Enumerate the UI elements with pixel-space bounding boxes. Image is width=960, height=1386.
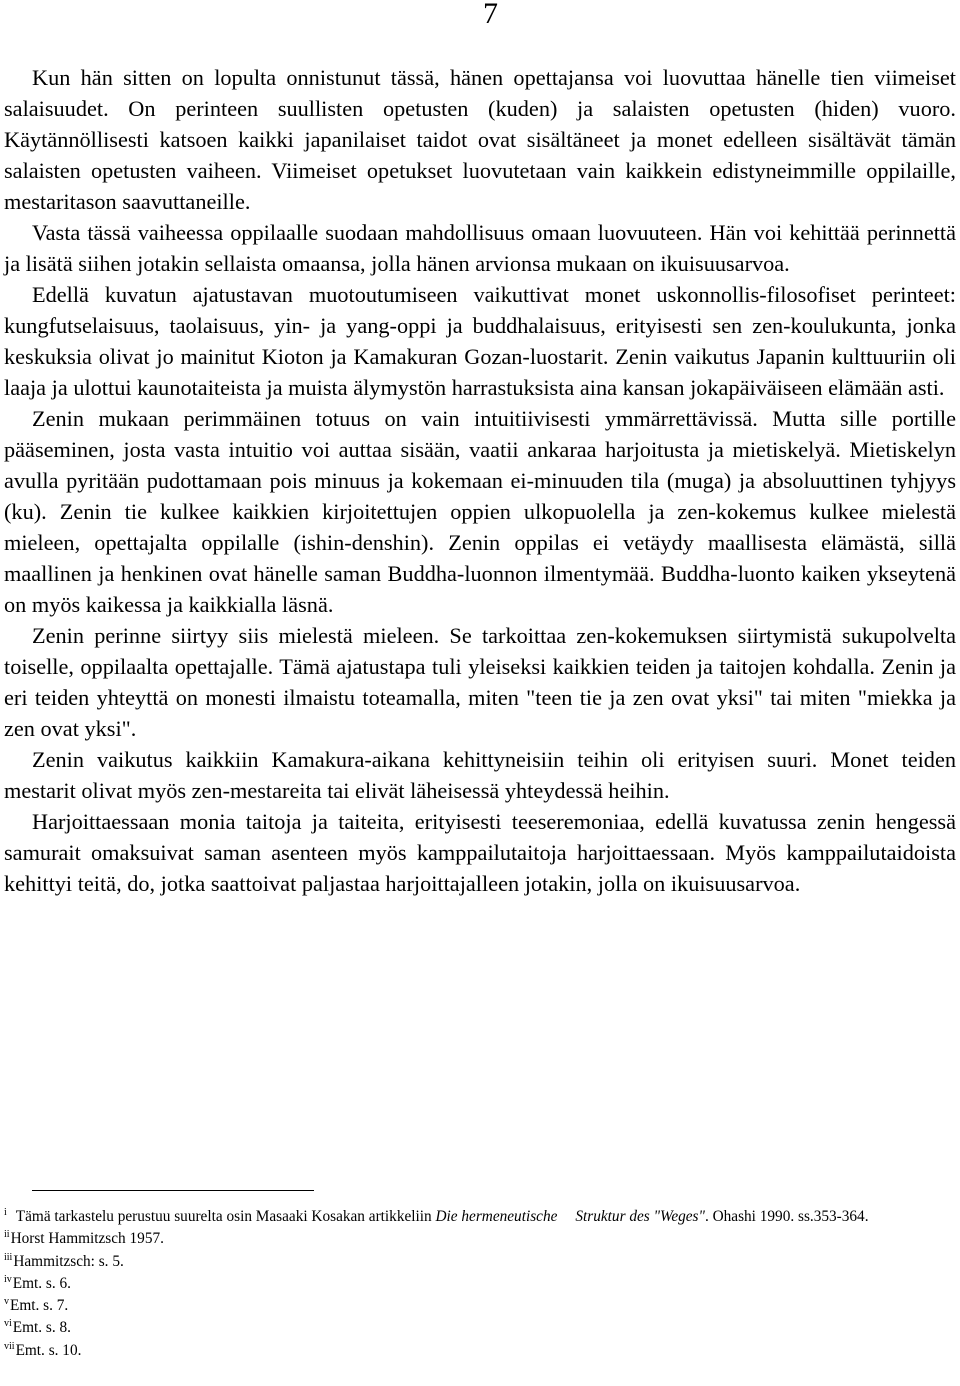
footnote-marker: vii bbox=[4, 1340, 15, 1352]
footnote-item bbox=[4, 1317, 954, 1339]
footnotes bbox=[4, 1206, 954, 1362]
footnote-marker: v bbox=[4, 1296, 9, 1308]
paragraph: Zenin vaikutus kaikkiin Kamakura-aikana kehittyneisiin teihin oli erityisen suuri. Monet teiden mestarit olivat myös zen-mestareita tai elivät läheisessä yhteydessä heihin. bbox=[4, 747, 956, 803]
footnote-text: Horst Hammitzsch 1957. bbox=[10, 1230, 164, 1248]
footnote-text: Hammitzsch: s. 5. bbox=[13, 1252, 124, 1270]
paragraph: Edellä kuvatun ajatustavan muotoutumiseen vaikuttivat monet uskonnollis-filosofiset perinteet: kungfutselaisuus, taolaisuus, yin- ja yang-oppi ja buddhalaisuus, erityisesti sen zen-koulukunta, jonka keskuksia olivat jo mainitut Kioton ja Kamakuran Gozan-luostarit. Zenin vaikutus Japanin kulttuuriin oli laaja ja ulottui kaunotaiteista ja muista älymystön harrastuksista aina kansan jokapäiväiseen elämään asti. bbox=[4, 282, 956, 400]
footnote-divider bbox=[32, 1190, 314, 1191]
body-text bbox=[4, 62, 956, 899]
paragraph: Zenin perinne siirtyy siis mielestä mieleen. Se tarkoittaa zen-kokemuksen siirtymistä sukupolvelta toiselle, oppilaalta opettajalle. Tämä ajatustapa tuli yleiseksi kaikkien teiden ja taitojen kohdalla. Zenin ja eri teiden yhteyttä on monesti ilmaistu toteamalla, miten "teen tie ja zen ovat yksi" tai miten "miekka ja zen ovat yksi". bbox=[4, 623, 956, 741]
footnote-item bbox=[4, 1273, 954, 1295]
footnote-text: . Ohashi 1990. ss.353-364. bbox=[704, 1208, 869, 1225]
footnote-item bbox=[4, 1295, 954, 1317]
paragraph: Kun hän sitten on lopulta onnistunut tässä, hänen opettajansa voi luovuttaa hänelle tien viimeiset salaisuudet. On perinteen suullisten opetusten (kuden) ja salaisten opetusten (hiden) vuoro. Käytännöllisesti katsoen kaikki japanilaiset taidot ovat sisältäneet ja monet edelleen sisältävät tämän salaisten opetusten vaiheen. Viimeiset opetukset luovutetaan vain kaikkein edistyneimmille oppilaille, mestaritason saavuttaneille. bbox=[4, 65, 956, 214]
footnote-marker: ii bbox=[4, 1229, 10, 1241]
paragraph: Vasta tässä vaiheessa oppilaalle suodaan mahdollisuus omaan luovuuteen. Hän voi kehittää perinnettä ja lisätä siihen jotakin sellaista omaansa, jolla hänen arvionsa mukaan on ikuisuusarvoa. bbox=[4, 220, 956, 276]
footnote-marker: vi bbox=[4, 1318, 12, 1330]
footnote-item bbox=[4, 1228, 954, 1250]
footnote-text: Emt. s. 10. bbox=[15, 1341, 82, 1359]
footnote-text: Emt. s. 7. bbox=[10, 1297, 69, 1315]
paragraph: Zenin mukaan perimmäinen totuus on vain intuitiivisesti ymmärrettävissä. Mutta sille portille pääseminen, josta vasta intuitio voi auttaa sisään, vaatii ankaraa harjoitusta ja mietiskelyä. Mietiskelyn avulla pyritään pudottamaan pois minuus ja kokemaan ei-minuuden tila (muga) ja absoluuttinen tyhjyys (ku). Zenin tie kulkee kaikkien kirjoitettujen oppien ulkopuolella ja zen-kokemus kulkee mielestä mieleen, opettajalta oppilalle (ishin-denshin). Zenin oppilas ei vetäydy maallisesta elämästä, sillä maallinen ja henkinen ovat hänelle saman Buddha-luonnon ilmentymää. Buddha-luonto kaiken ykseytenä on myös kaikessa ja kaikkialla läsnä. bbox=[4, 406, 956, 617]
footnote-marker: i bbox=[4, 1207, 7, 1218]
footnote-title: Die hermeneutische bbox=[435, 1208, 558, 1225]
footnote-text: Tämä tarkastelu perustuu suurelta osin Masaaki Kosakan artikkeliin bbox=[15, 1208, 432, 1225]
footnote-text: Emt. s. 8. bbox=[12, 1319, 71, 1337]
footnote-marker: iv bbox=[4, 1273, 12, 1285]
footnote-title: Struktur des "Weges" bbox=[575, 1208, 705, 1225]
footnote-item bbox=[4, 1206, 954, 1228]
footnote-item bbox=[4, 1251, 954, 1273]
paragraph: Harjoittaessaan monia taitoja ja taiteita, erityisesti teeseremoniaa, edellä kuvatussa zenin hengessä samurait omaksuivat saman asenteen myös kamppailutaitoja harjoittaessaan. Myös kamppailutaidoista kehittyi teitä, do, jotka saattoivat paljastaa harjoittajalleen jotakin, jolla on ikuisuusarvoa. bbox=[4, 809, 956, 896]
page-number: 7 bbox=[483, 0, 498, 30]
footnote-item bbox=[4, 1340, 954, 1362]
footnote-marker: iii bbox=[4, 1251, 13, 1263]
footnote-text: Emt. s. 6. bbox=[12, 1274, 71, 1292]
